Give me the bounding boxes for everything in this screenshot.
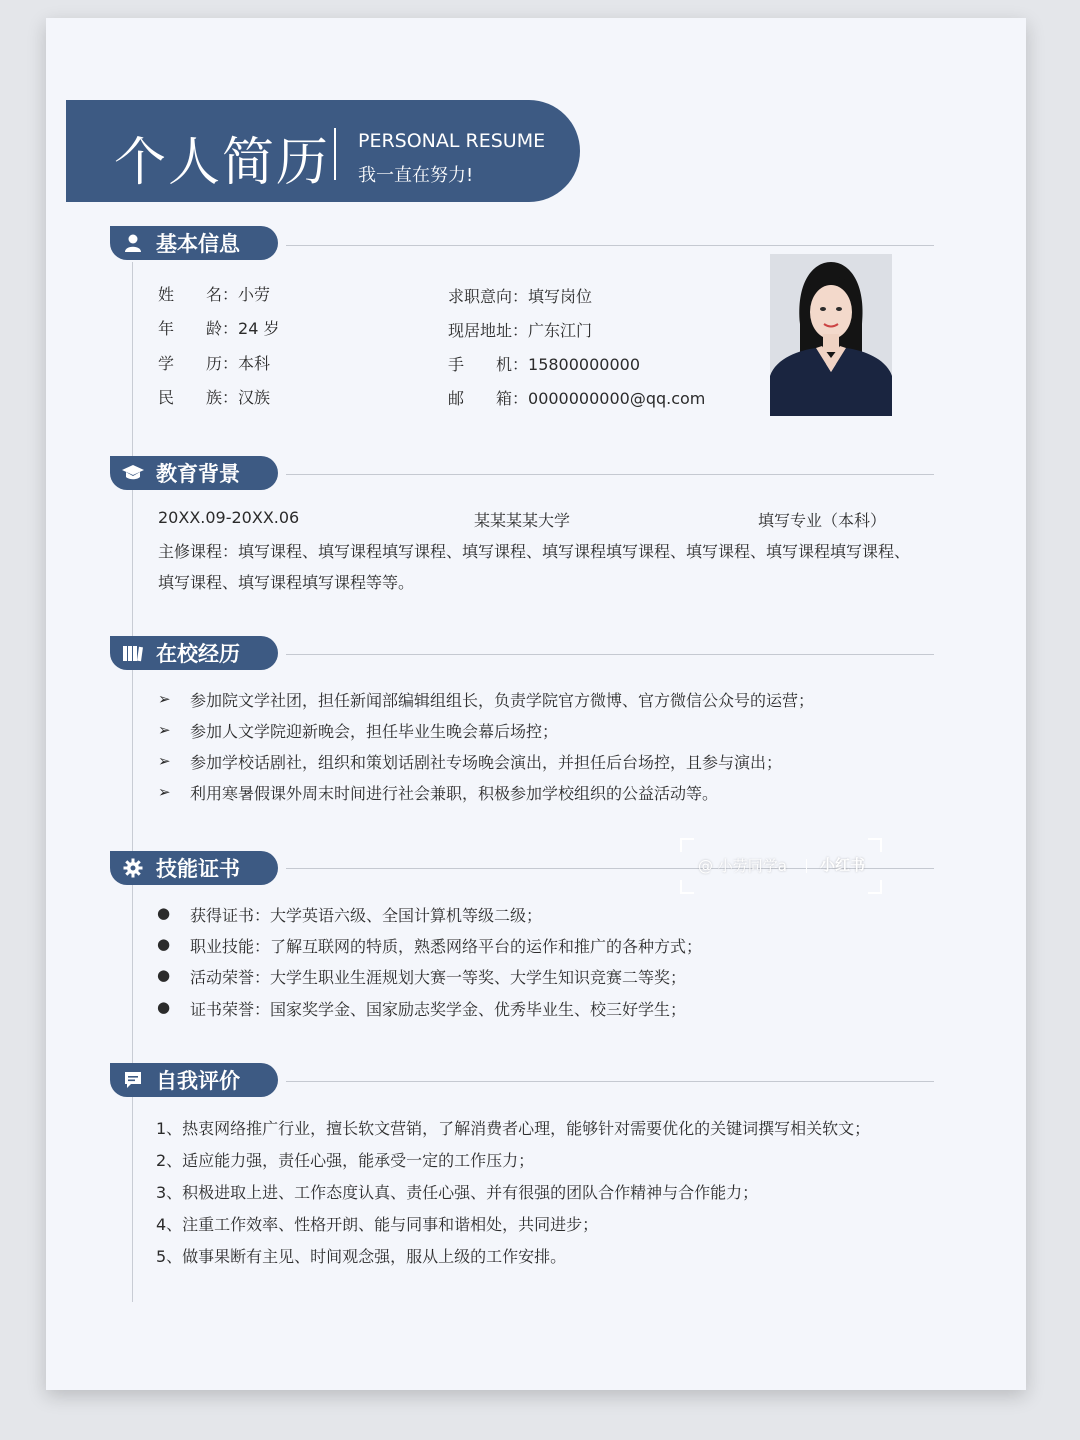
section-education-header [110,456,278,490]
campus-item: 参加学校话剧社，组织和策划话剧社专场晚会演出，并担任后台场控，且参与演出； [190,753,783,772]
skill-item: 获得证书：大学英语六级、全国计算机等级二级； [190,906,543,925]
bullet-dot: ● [157,935,171,953]
info-address: 现居地址：广东江门 [448,321,593,340]
campus-item: 利用寒暑假课外周末时间进行社会兼职，积极参加学校组织的公益活动等。 [190,784,719,803]
bullet-dot: ● [157,998,171,1016]
campus-item: 参加院文学社团，担任新闻部编辑组组长，负责学院官方微博、官方微信公众号的运营； [190,691,815,710]
resume-slogan: 我一直在努力! [358,165,474,186]
info-degree: 学 历：本科 [158,354,271,373]
campus-item: 参加人文学院迎新晚会，担任毕业生晚会幕后场控； [190,722,559,741]
graduation-cap-icon [110,463,156,483]
section-campus-header [110,636,278,670]
bullet-arrow: ➢ [158,783,171,801]
skill-item: 证书荣誉：国家奖学金、国家励志奖学金、优秀毕业生、校三好学生； [190,1000,687,1019]
section-divider [286,654,934,655]
resume-title: 个人简历 [114,133,331,193]
gear-icon [110,858,156,878]
person-icon [110,233,156,253]
section-basic-info-title: 基本信息 [156,232,240,256]
bullet-arrow: ➢ [158,721,171,739]
info-name: 姓 名：小劳 [158,285,271,304]
info-ethnicity: 民 族：汉族 [158,388,271,407]
bullet-dot: ● [157,966,171,984]
section-self-eval-header [110,1063,278,1097]
watermark-brand: 小红书 [820,856,866,874]
section-skills-title: 技能证书 [156,857,240,881]
edu-period: 20XX.09-20XX.06 [158,508,300,527]
skill-item: 职业技能：了解互联网的特质，熟悉网络平台的运作和推广的各种方式； [190,937,703,956]
section-self-eval-title: 自我评价 [156,1069,240,1093]
self-eval-item: 3、积极进取上进、工作态度认真、责任心强、并有很强的团队合作精神与合作能力； [156,1183,759,1202]
timeline-line [132,262,133,1302]
self-eval-item: 1、热衷网络推广行业，擅长软文营销，了解消费者心理，能够针对需要优化的关键词撰写相关软文； [156,1119,871,1138]
section-skills-header [110,851,278,885]
info-target-job: 求职意向：填写岗位 [448,287,593,306]
info-phone: 手 机：15800000000 [448,355,640,374]
resume-subtitle-en: PERSONAL RESUME [358,130,546,152]
edu-school: 某某某某大学 [474,511,571,530]
skill-item: 活动荣誉：大学生职业生涯规划大赛一等奖、大学生知识竞赛二等奖； [190,968,687,987]
section-education-title: 教育背景 [156,462,240,486]
bullet-arrow: ➢ [158,690,171,708]
watermark [680,838,882,894]
info-age: 年 龄：24 岁 [158,319,280,338]
section-divider [286,474,934,475]
bullet-arrow: ➢ [158,752,171,770]
watermark-user: @ 小劳同学a [698,857,787,875]
section-campus-title: 在校经历 [156,642,240,666]
section-divider [286,245,934,246]
self-eval-item: 2、适应能力强，责任心强，能承受一定的工作压力； [156,1151,535,1170]
profile-photo [770,254,892,416]
info-email: 邮 箱：0000000000@qq.com [448,389,706,408]
section-basic-info-header [110,226,278,260]
self-eval-item: 4、注重工作效率、性格开朗、能与同事和谐相处，共同进步； [156,1215,599,1234]
edu-courses-line2: 填写课程、填写课程填写课程等等。 [158,573,415,592]
edu-courses-line1: 主修课程：填写课程、填写课程填写课程、填写课程、填写课程填写课程、填写课程、填写课程填写课程、 [158,542,911,561]
self-eval-item: 5、做事果断有主见、时间观念强，服从上级的工作安排。 [156,1247,567,1266]
books-icon [110,644,156,662]
comment-icon [110,1070,156,1090]
section-divider [286,1081,934,1082]
bullet-dot: ● [157,904,171,922]
edu-major: 填写专业（本科） [758,511,887,530]
header-divider [334,128,336,180]
